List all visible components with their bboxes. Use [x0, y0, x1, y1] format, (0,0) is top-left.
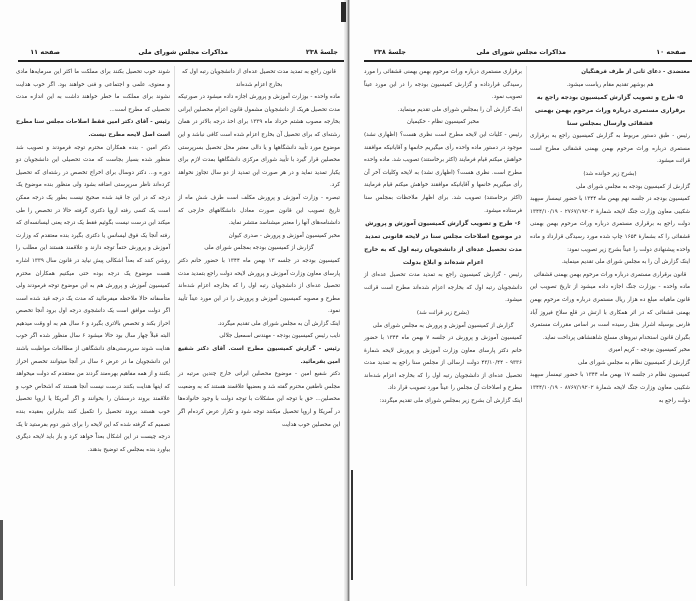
- paragraph: شوند خوب تحصیل بکنند برای مملکت ما اکثر این سرمایه‌ها مادی و معنوی، علمی و اجتماعی و فنی خواهند بود. اگر خوب هدایت نشوند برای مملکت ما خطر خواهند داشت به این اندازه مدت تحصیلی که مطرح است...: [16, 69, 170, 113]
- left-header-session: جلسهٔ ۲۳۸: [305, 48, 338, 56]
- paragraph: کمیسیون بودجه در جلسه نهم بهمن ماه ۱۳۴۴ با حضور تیمسار سپهبد شکیبی معاون وزارت جنگ لایحه شمارهٔ ۲۷۶۷/۱۹۲۰۲ - ۱۳۴۴/۱۰/۱۹ دولت راجع به برقراری مستمری درباره وراث مرحوم بهمن بهمنی قشقائی را که بشمارهٔ ۱۶۵۴ چاپ شده مورد رسیدگی قرارداد و ماده واحده پیشنهادی دولت را عیناً بشرح زیر تصویب نمود:: [530, 196, 690, 253]
- right-header-page-number: صفحه ۱۰: [656, 48, 686, 56]
- section-title: ۶- طرح و تصویب گزارش کمیسیون آموزش و پرورش در موضوع اصلاحات مجلس سنا در لایحه قانونی تمدید مدت تحصیل عده‌ای از دانشجویان رتبه اول که به خارج اعزام شده‌اند و ابلاغ بدولت: [364, 220, 522, 267]
- paragraph: تبصره - وزارت آموزش و پرورش مکلف است طرف شش ماه از تاریخ تصویب این قانون صورت معادل دانشگاههای خارجی که دانشنامه‌های آنها را معتبر میشناسد منتشر نماید.: [178, 194, 340, 227]
- paragraph: (بشرح زیر قرائت شد): [416, 309, 470, 316]
- section-title: ۵- طرح و تصویب گزارش کمیسیون بودجه راجع به برقراری مستمری درباره وراث مرحوم بهمن بهمنی قشقائی وارسال بمجلس سنا: [534, 94, 686, 128]
- right-page-right-column: [530, 66, 690, 407]
- paragraph: رئیس - گزارش کمیسیون مطرح است. آقای دکتر شفیع امین بفرمائید.: [178, 346, 340, 365]
- paragraph: گزارش از کمیسیون بودجه به مجلس شورای ملی: [575, 183, 690, 190]
- paragraph: نایب رئیس کمیسیون بودجه - مهندس اسمعیل جلالی: [219, 333, 340, 340]
- right-header-title: مذاکرات مجلس شورای ملی: [476, 48, 566, 56]
- paragraph: ماده واحده - بوزارت جنگ اجازه داده میشود از تاریخ تصویب این قانون ماهیانه مبلغ ده هزار ریال مستمری درباره وراث مرحوم بهمن بهمنی قشقائی که در اثر همکاری با ارتش در قلع سلاح فیروز آباد فارس بوسیله اشرار بقتل رسیده است بر اساس مقررات مستمری بگیران قانون استخدام نیروهای مسلح شاهنشاهی پرداخت نماید.: [530, 284, 690, 341]
- left-header-title: مذاکرات مجلس شورای ملی: [138, 48, 228, 56]
- paragraph: برقراری مستمری درباره وراث مرحوم بهمن بهمنی قشقائی را مورد رسیدگی قرارداده و گزارش کمیسیون بودجه را در این مورد عیناً تصویب نمود.: [364, 69, 522, 101]
- paragraph: اینک گزارش آن به مجلس شورای ملی تقدیم میگردد.: [217, 320, 340, 327]
- paragraph: مخبر کمیسیون نظام - حکیمیان: [406, 119, 480, 126]
- paragraph: اینک گزارش آن بشرح زیر بمجلس شورای ملی تقدیم میگردد:: [379, 398, 522, 405]
- paragraph: هم بوشهر تقدیم مقام ریاست میشود.: [566, 81, 654, 88]
- paragraph: کمیسیون آموزش و پرورش در جلسه ۷ بهمن ماه ۱۳۴۴ با حضور خانم دکتر پارسای معاون وزارت آموزش و پرورش لایحه شمارهٔ ۹۳۳۶ - ۴۳/۱۰/۴۴ دولت ارسالی از مجلس سنا راجع به تمدید مدت تحصیل عده‌ای از دانشجویان رتبه اول را که بخارجه اعزام شده‌اند مطرح و اصلاحات آن مجلس را عیناً مورد تصویب قرار داد.: [364, 335, 523, 392]
- paragraph: گزارش از کمیسیون نظام به مجلس شورای ملی: [578, 359, 690, 366]
- right-header-rule: [364, 60, 692, 62]
- paragraph: کمیسیون نظام در جلسه ۱۷ بهمن ماه ۱۳۴۴ با حضور تیمسار سپهبد شکیبی معاون وزارت جنگ لایحه شمارهٔ ۸۷۶۷/۱۹۲۰۲ - ۱۳۴۴/۱۰/۱۹ دولت راجع به: [530, 372, 690, 404]
- paragraph: (بشرح زیر خوانده شد): [583, 170, 637, 177]
- paragraph: کمیسیون بودجه در جلسه ۱۳ بهمن ماه ۱۳۴۴ با حضور خانم دکتر پارسای معاون وزارت آموزش و پرورش لایحه دولت راجع بتمدید مدت تحصیل عده‌ای از دانشجویان رتبه اول را که بخارجه اعزام شده‌اند مطرح و مصوبه کمیسیون آموزش و پرورش را در این مورد عیناً تأیید نمود.: [178, 257, 340, 315]
- paragraph: رئیس - گزارش کمیسیون راجع به تمدید مدت تحصیل عده‌ای از دانشجویان رتبه اول که بخارجه اعزام شده‌اند مطرح است قرائت میشود.: [364, 272, 522, 304]
- scan-shadow-edge: [351, 470, 353, 580]
- paragraph: گزارش از کمیسیون آموزش و پرورش به مجلس شورای ملی: [372, 322, 514, 329]
- right-page-column-divider: [526, 66, 527, 586]
- paragraph: معتضدی - دعای ثانی از طرف فرهنگیان: [581, 69, 690, 75]
- right-page: [350, 0, 696, 601]
- right-header-session: جلسهٔ ۲۳۸: [373, 48, 406, 56]
- right-page-left-column: [364, 66, 522, 408]
- paragraph: قانون راجع به تمدید مدت تحصیل عده‌ای از دانشجویان رتبه اول که بخارج اعزام شده‌اند: [182, 69, 336, 88]
- paragraph: قانون برقراری مستمری درباره وراث مرحوم بهمن بهمنی قشقائی: [533, 271, 687, 278]
- left-page-right-column: [178, 66, 340, 431]
- left-header-rule: [18, 60, 344, 62]
- scan-artifact-mark: [341, 2, 346, 22]
- paragraph: اینک گزارش آن را بمجلس شورای ملی تقدیم مینماید.: [397, 106, 522, 113]
- paragraph: رئیس - طبق دستور مربوط به گزارش کمیسیون راجع به برقراری مستمری درباره وراث مرحوم بهمن بهمنی قشقائی مطرح است قرائت میشود.: [530, 133, 690, 165]
- left-page: [0, 0, 346, 601]
- paragraph: مخبر کمیسیون بودجه - کریم امیری: [608, 347, 690, 354]
- paragraph: مخبر کمیسیون آموزش و پرورش - صدری کیوان: [228, 232, 340, 239]
- paragraph: رئیس - آقای دکتر امین فقط اصلاحات مجلس سنا مطرح است اصل لایحه مطرح نیست.: [16, 119, 170, 138]
- paragraph: گزارش از کمیسیون بودجه بمجلس شورای ملی: [204, 245, 314, 252]
- paragraph: دکتر شفیع امین - موضوع محصلین ایرانی خارج چندین مرتبه در مجلس ناطقین محترم گفته شد و بعضیها علاقمند هستند که به وضعیت محصلین... حق با توجه این مشکلات با توجه دولت با وجود خانواده‌ها در آمریکا و اروپا تحصیل میکنند توجه شود و تکرار عرض کرده‌ام اگر این محصلین خوب هدایت: [178, 371, 340, 428]
- left-page-header: [0, 48, 346, 60]
- left-header-page-number: صفحه ۱۱: [30, 48, 60, 56]
- left-page-column-divider: [174, 66, 175, 586]
- left-page-left-column: [16, 66, 170, 456]
- paragraph: رئیس - کلیات این لایحه مطرح است نظری هست؟ (اظهاری نشد) موجود در دستور ماده واحده رأی میگیریم خانمها و آقایانیکه موافقند خواهش میکنم قیام فرمایند (اکثر برخاستند) تصویب شد. ماده واحده مطرح است. نظری هست؟ (اظهاری نشد) به لایحه وکلیات آخر آن رأی میگیریم خانمها و آقایانیکه موافقند خواهش میکنم قیام فرمایند (اکثر برخاستند) تصویب شد. برای اظهار ملاحظات بمجلس سنا فرستاده میشود.: [364, 131, 522, 214]
- scan-shadow-edge: [0, 520, 3, 600]
- paragraph: دکتر امین - بنده همکاران محترم توجه فرمودند و تصویب شد منظور شده بسیار بجاست که مدت تحصیلی این دانشجویان دو دوره و... دکتر دوسال برای اخراج تخصص در رشته‌ای که تحصیل کرده‌اند ناظر سرپرستی اضافه بشود ولی منظور بنده موضوع یک درجه که در این جا قید شده صحیح نیست بطور یک درجه ممکن است یک کسی رفته اروپا دکتری گرفته حالا در تخصص را طی میکند این درست نیست بگوئیم فقط یک درجه یعنی لیسانسه‌ای که رفته آنجا یک فوق لیسانس یا دکتری بگیرد بنده معتقدم که وزارت آموزش و پرورش حتماً توجه دارند و علاقمند هستند این مطلب را روشن کنند که بعداً اشکالی پیش نیاید در قانون سال ۱۳۳۹ اشاره هست موضوع یک درجه بوده حتی میکنیم همکاران محترم کمیسیون آموزش و پرورش هم به این موضوع توجه فرمودند ولی متأسفانه حالا ملاحظه میفرمائید که مدت یک درجه قید شده است اگر دولت موافق است یک دانشجوی درجه اول برود آنجا تخصص احراز بکند و تخصص بالاتری بگیرد و ۶ سال هم به او وقت میدهیم البته قبلاً چهار سال بود حالا میشود ۶ سال منظور شده اگر خوب هدایت شوند سرپرستی‌های دانشگاهی از مطالعات مواظبت باشند این دانشجویان ما در عرض ۶ سال در آنجا میتوانند تخصص احراز بکنند و از همه مفاهیم بهره‌مند گردند من معتقدم که دولت میخواهد که اینها هدایت بکنند درست نیست آنجا هستند که اشخاص خوب و علاقمند بروند درسشان را بخوانند و اگر آمریکا یا اروپا تحصیل خوب هستند بروند تحصیل را تکمیل کنند بنابراین بعقیده بنده تصمیم که گرفته شده که این لایحه را برای شور دوم بفرستید تا یک درجه چیست در این اشکال بعداً خواهد کرد و باز باید لایحه دیگری بیاورد بنده بمجلس که توضیح بدهند.: [16, 144, 171, 453]
- right-page-header: [350, 48, 696, 60]
- paragraph: اینک گزارش آن را به مجلس شورای ملی تقدیم مینماید.: [561, 259, 690, 266]
- paragraph: ماده واحده - بوزارت آموزش و پرورش اجازه داده میشود در صورتیکه مدت تحصیل هریک از دانشجویان مشمول قانون اعزام محصلین ایرانی بخارجه مصوب هشتم خرداد ماه ۱۳۳۹ برای اخذ درجه بالاتر در همان رشته‌ای که برای تحصیل آن بخارج اعزام شده است کافی نباشد و این موضوع مورد تأیید دانشگاهها و یا دالی معتبر محل تحصیل بسرپرستی محصلین قرار گیرد با تأیید شورای مرکزی دانشگاهها بمدت لازم برای یکبار تمدید نماید و در هر صورت این تمدید از دو سال تجاوز نخواهد کرد.: [178, 94, 340, 189]
